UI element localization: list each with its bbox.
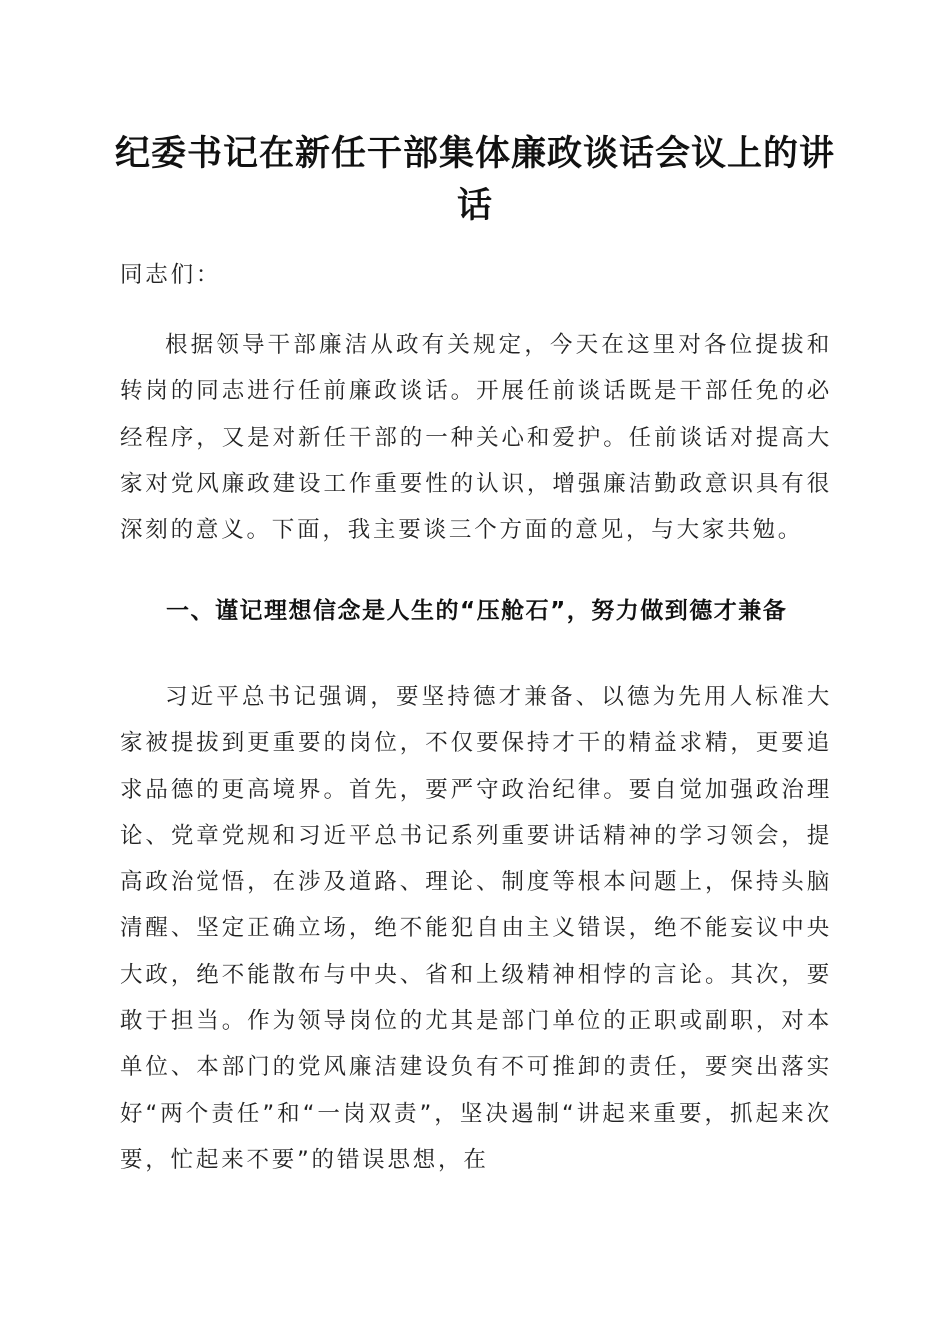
paragraph-intro: 根据领导干部廉洁从政有关规定，今天在这里对各位提拔和转岗的同志进行任前廉政谈话。开展任前谈话既是干部任免的必经程序，又是对新任干部的一种关心和爱护。任前谈话对提高大家对党风廉政建设工作重要性的认识，增强廉洁勤政意识具有很深刻的意义。下面，我主要谈三个方面的意见，与大家共勉。: [120, 332, 832, 544]
document-title: 纪委书记在新任干部集体廉政谈话会议上的讲话: [114, 133, 835, 226]
salutation: 同志们：: [120, 262, 222, 288]
section-heading-1: 一、谨记理想信念是人生的“压舱石”，努力做到德才兼备: [166, 598, 788, 624]
paragraph-section-1: 习近平总书记强调，要坚持德才兼备、以德为先用人标准大家被提拔到更重要的岗位，不仅要保持才干的精益求精，更要追求品德的更高境界。首先，要严守政治纪律。要自觉加强政治理论、党章党规和习近平总书记系列重要讲话精神的学习领会，提高政治觉悟，在涉及道路、理论、制度等根本问题上，保持头脑清醒、坚定正确立场，绝不能犯自由主义错误，绝不能妄议中央大政，绝不能散布与中央、省和上级精神相悖的言论。其次，要敢于担当。作为领导岗位的尤其是部门单位的正职或副职，对本单位、本部门的党风廉洁建设负有不可推卸的责任，要突出落实好“两个责任”和“一岗双责”，坚决遏制“讲起来重要，抓起来次要，忙起来不要”的错误思想，在: [120, 684, 832, 1173]
